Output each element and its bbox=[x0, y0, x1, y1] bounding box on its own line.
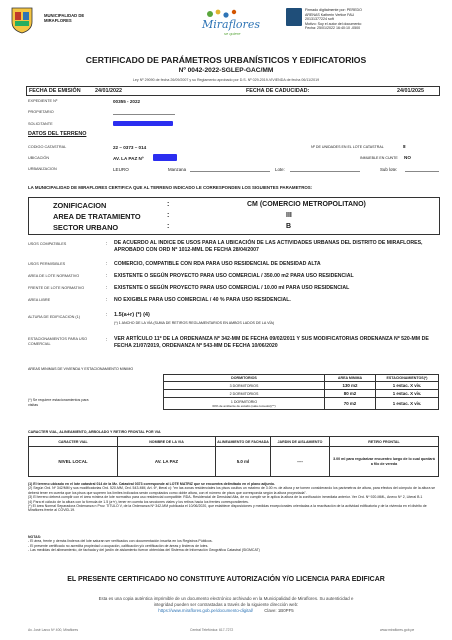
signature-block bbox=[305, 8, 445, 31]
notas-title: NOTAS: bbox=[28, 535, 42, 539]
param-value: EXISTENTE O SEGÚN PROYECTO PARA USO COMERCIAL / 10.00 ml PARA USO RESIDENCIAL bbox=[114, 285, 350, 291]
param-label: ESTACIONAMIENTOS PARA USO COMERCIAL bbox=[28, 337, 88, 346]
manzana-label: Manzana bbox=[168, 167, 187, 172]
footer-link-row bbox=[0, 608, 452, 614]
miraflores-logo bbox=[196, 6, 260, 38]
footer-website: www.miraflores.gob.pe bbox=[380, 628, 415, 632]
municipality-name: MUNICIPALIDAD DE MIRAFLORES bbox=[44, 13, 85, 23]
notas-line: - El presente certificado no acredita propiedad u ocupación, calificación y/o certificación de áreas y linderos de lotes. bbox=[28, 543, 209, 548]
urbanizacion-label: URBANIZACION bbox=[28, 167, 57, 171]
param-label: AREA DE LOTE NORMATIVO bbox=[28, 274, 80, 278]
propietario-redacted bbox=[113, 110, 175, 115]
param-label: ALTURA DE EDIFICACION (1) bbox=[28, 315, 81, 319]
urban-sector-value: B bbox=[286, 223, 292, 230]
table-cell: 3.00 ml para regularizar encuentro luego de lo cual quedará a filo de vereda bbox=[330, 447, 439, 477]
param-colon: : bbox=[106, 297, 108, 303]
zoning-colon: : bbox=[167, 201, 170, 208]
housing-table bbox=[163, 374, 439, 410]
param-colon: : bbox=[106, 285, 108, 291]
zoning-label: ZONIFICACION bbox=[53, 201, 107, 210]
treatment-area-colon: : bbox=[167, 212, 170, 219]
setback-header: ALINEAMIENTO DE FACHADA bbox=[216, 437, 271, 447]
note-item: (1) El terreno ubicado en el lote catastral 014 de la Mz. Catastral 0373 corresponde al LOTE MATRIZ que se encuentra delimitado en el plano adjunto. bbox=[28, 482, 275, 486]
table-row bbox=[164, 398, 439, 410]
certificate-number: Nº 0042-2022-SGLEP-GAC/MM bbox=[178, 67, 274, 74]
table-row bbox=[164, 390, 439, 398]
expediente-label: EXPEDIENTE Nº bbox=[28, 99, 58, 103]
inmueble-label: INMUEBLE EN CUNTE bbox=[360, 156, 398, 160]
expediente-value: 00355 - 2022 bbox=[113, 99, 141, 104]
table-cell bbox=[164, 398, 325, 410]
sublote-line bbox=[405, 171, 439, 172]
terreno-heading: DATOS DEL TERRENO bbox=[28, 131, 87, 137]
housing-side-note: (*) Se requiere estacionamientos para visitas bbox=[28, 398, 89, 407]
zoning-value: CM (COMERCIO METROPOLITANO) bbox=[247, 201, 366, 208]
setback-section-label: CARACTER VIAL, ALINEAMIENTO, ARBOLADO Y RETIRO FRONTAL POR VIA bbox=[28, 430, 161, 434]
param-colon: : bbox=[106, 312, 108, 318]
lote-label: Lote: bbox=[275, 167, 285, 172]
digital-signature-badge bbox=[286, 8, 302, 26]
note-item: (3) El terreno deberá cumplir con el área mínima de lote normativo para uso residencial compatible: RDA- Residencial de Densidad Alta, de no cumplir se le aplica la altura de la zonificación inmediata anterior. Ver Ord. Nº 920-MML, Anexo Nº 2, Literal B.1 bbox=[28, 495, 423, 500]
dates-bar bbox=[26, 86, 440, 96]
table-row bbox=[29, 447, 439, 477]
codigo-label: CODIGO CATASTRAL bbox=[28, 145, 67, 149]
param-label: USOS COMPATIBLES bbox=[28, 242, 67, 246]
ubicacion-label: UBICACIÓN bbox=[28, 156, 50, 160]
param-note: (*) 1 ANCHO DE LA VÍA (SUMA DE RETIROS REGLAMENTARIOS EN AMBOS LADOS DE LA VÍA) bbox=[114, 321, 275, 325]
solicitante-redaction bbox=[113, 121, 173, 126]
param-value: EXISTENTE O SEGÚN PROYECTO PARA USO COMERCIAL / 350.00 m2 PARA USO RESIDENCIAL bbox=[114, 273, 354, 279]
param-colon: : bbox=[106, 261, 108, 267]
codigo-value: 22 – 0373 – 014 bbox=[113, 145, 147, 150]
param-value: VER ARTÍCULO 11º DE LA ORDENANZA Nº 342-MM DE FECHA 09/02/2011 Y SUS MODIFICATORIAS ORDENANZA Nº 520-MM DE FECHA 21/07/2019, ORDENANZA Nº 543-MM DE FECHA 10/06/2020 bbox=[114, 336, 429, 349]
table-cell: 1 estac. X viv. bbox=[376, 382, 439, 390]
treatment-area-label: AREA DE TRATAMIENTO bbox=[53, 212, 141, 221]
param-label: USOS PERMISIBLES bbox=[28, 262, 66, 266]
urbanizacion-value: LEURO bbox=[113, 167, 129, 172]
setback-table bbox=[28, 436, 439, 477]
housing-section-label: AREAS MINIMAS DE VIVIENDA Y ESTACIONAMIENTO MINIMO bbox=[28, 367, 134, 371]
verification-link[interactable]: https://www.miraflores.gob.pe/documento-digital/ bbox=[158, 608, 253, 613]
table-cell: 5.0 ml bbox=[216, 447, 271, 477]
housing-header: DORMITORIOS bbox=[164, 375, 325, 382]
notas-block bbox=[28, 535, 440, 553]
document-title: CERTIFICADO DE PARÁMETROS URBANÍSTICOS Y EDIFICATORIOS bbox=[85, 55, 367, 65]
signature-line: 20131377224 soft bbox=[305, 17, 334, 21]
unidades-value: 8 bbox=[403, 144, 406, 149]
verification-key: Clave: 1B0PF5 bbox=[264, 608, 294, 613]
housing-header: AREA MINIMA bbox=[325, 375, 376, 382]
certifies-statement: LA MUNICIPALIDAD DE MIRAFLORES CERTIFICA QUE AL TERRENO INDICADO LE CORRESPONDEN LOS SIGUIENTES PARAMETROS: bbox=[28, 185, 313, 190]
brand-tagline: se quiere bbox=[224, 31, 241, 36]
sublote-label: Sub lote: bbox=[380, 167, 398, 172]
legal-basis: Ley Nº 29090 de fecha 26/09/2007 y su Reglamento aprobado por D.S. Nº 029-2019-VIVIENDA de fecha 06/11/2019 bbox=[132, 78, 320, 82]
propietario-label: PROPIETARIO bbox=[28, 110, 54, 114]
ubicacion-value: AV. LA PAZ Nº bbox=[113, 156, 144, 161]
note-item: (4) Para el cálculo de la altura con la fórmula de 1.5 (a+r), tener en cuenta los secciones viales y los retiros hacia los frentes correspondientes. bbox=[28, 499, 249, 504]
param-colon: : bbox=[106, 273, 108, 279]
param-label: AREA LIBRE bbox=[28, 298, 51, 302]
table-cell: NIVEL LOCAL bbox=[29, 447, 118, 477]
note-item: (2) Según Ord. Nº 342/MM y sus modificatorias Ord. 520-MM, Ord. 543-MM, Art. 6º, literal c): "en las zonas residenciales los pisos ocultos un máximo de 3.00 m. de altura y se tomen considerando los parámetros de altura, para efectos del cómputo de la altura se deberá tener en cuenta que los pisos que superen los límites indicados serán computados como doble altura, con el número de pisos que corresponda según la altura proyectada". bbox=[28, 486, 436, 495]
notas-line: - El área, frente y demás linderos del lote saturan ser verificados con documentación inscrita en los Registros Públicos. bbox=[28, 539, 213, 544]
table-cell: 3 DORMITORIOS bbox=[164, 382, 325, 390]
param-value: 1.5(a+r) (*) (4) bbox=[114, 312, 150, 318]
footer-line: Esta es una copia auténtica imprimible de un documento electrónico archivado en la Municipalidad de Miraflores. Su autenticidad e bbox=[98, 596, 354, 601]
housing-header: ESTACIONAMIENTOS(*) bbox=[376, 375, 439, 382]
dorm-count: 1 DORMITORIO bbox=[230, 399, 258, 404]
numbered-notes bbox=[28, 482, 440, 513]
brand-name: Miraflores bbox=[202, 18, 260, 31]
solicitante-label: SOLICITANTE bbox=[28, 122, 53, 126]
param-label: FRENTE DE LOTE NORMATIVO bbox=[28, 286, 85, 290]
table-cell: 1 estac. X viv. bbox=[376, 390, 439, 398]
setback-header: CARACTER VIAL bbox=[29, 437, 118, 447]
param-colon: : bbox=[106, 337, 108, 343]
param-colon: : bbox=[106, 241, 108, 247]
table-cell: AV. LA PAZ bbox=[118, 447, 216, 477]
municipal-seal-icon bbox=[10, 6, 34, 34]
table-row bbox=[164, 382, 439, 390]
manzana-line bbox=[190, 171, 270, 172]
param-value: COMERCIO, COMPATIBLE CON RDA PARA USO RESIDENCIAL DE DENSIDAD ALTA bbox=[114, 261, 321, 267]
signature-line: Fecha: 25/01/2022 16:40:10 -0500 bbox=[305, 26, 361, 30]
signature-line: Firmado digitalmente por: PEREDO bbox=[305, 8, 362, 12]
footer-line: integridad pueden ser contrastadas a través de la siguiente dirección web: bbox=[153, 602, 299, 607]
setback-header: NOMBRE DE LA VIA bbox=[118, 437, 216, 447]
dorm-footnote: 60% de ambiente de estudio (sala comedor)(**) bbox=[212, 403, 276, 408]
emission-date-value: 24/01/2022 bbox=[95, 88, 122, 94]
unidades-label: Nº DE UNIDADES EN EL LOTE CATASTRAL bbox=[311, 145, 384, 149]
notas-line: - Las medidas del alineamiento, de fachada y del jardín de aislamiento fueron obtenidas del Sistema de Información Geográfica Catastral (SIGMCAT) bbox=[28, 548, 260, 553]
table-cell: 80 m2 bbox=[325, 390, 376, 398]
zoning-box bbox=[28, 197, 440, 235]
urban-sector-label: SECTOR URBANO bbox=[53, 223, 119, 232]
table-cell: 1 estac. X viv. bbox=[376, 398, 439, 410]
note-item: (*) El área Normal Separadora Ordenanza n Prov. TITULO V, de la Ordenanza Nº 342-MM publicada el 10/06/2020, que establece disposiciones y medidas excepcionales orientadas a la reactivación de la actividad edificatoria y de la vivienda en el distrito de Miraflores frente al COVID-19. bbox=[28, 504, 427, 513]
treatment-area-value: III bbox=[286, 212, 292, 219]
signature-line: Motivo: Soy el autor del documento bbox=[305, 21, 362, 26]
param-value: DE ACUERDO AL INDICE DE USOS PARA LA UBICACIÓN DE LAS ACTIVIDADES URBANAS DEL DISTRITO DE MIRAFLORES, APROBADO CON ORD Nº 1012-MML DE FECHA 28/04/2007 bbox=[114, 240, 423, 253]
urban-sector-colon: : bbox=[167, 223, 170, 230]
inmueble-value: NO bbox=[404, 155, 411, 160]
expiry-date-value: 24/01/2025 bbox=[397, 88, 424, 94]
table-cell: 130 m2 bbox=[325, 382, 376, 390]
authenticity-footer bbox=[0, 596, 452, 614]
signature-line: ARENAS Katherin Vertice FAU bbox=[305, 12, 355, 17]
expiry-date-label: FECHA DE CADUCIDAD: bbox=[246, 88, 310, 94]
setback-header: JARDIN DE AISLAMIENTO bbox=[271, 437, 330, 447]
emission-date-label: FECHA DE EMISIÓN bbox=[29, 88, 81, 94]
footer-address: Av. José Larco Nº 400, Miraflores bbox=[28, 628, 79, 632]
table-cell: 2 DORMITORIOS bbox=[164, 390, 325, 398]
disclaimer: EL PRESENTE CERTIFICADO NO CONSTITUYE AUTORIZACIÓN Y/O LICENCIA PARA EDIFICAR bbox=[67, 576, 385, 583]
table-cell: 70 m2 bbox=[325, 398, 376, 410]
address-redaction bbox=[153, 154, 177, 161]
param-value: NO EXIGIBLE PARA USO COMERCIAL / 40 % PARA USO RESIDENCIAL. bbox=[114, 297, 291, 303]
lote-line bbox=[290, 171, 360, 172]
table-cell: ---- bbox=[271, 447, 330, 477]
footer-phone: Central Telefónica: 617-7272 bbox=[190, 628, 234, 632]
setback-header: RETIRO FRONTAL bbox=[330, 437, 439, 447]
